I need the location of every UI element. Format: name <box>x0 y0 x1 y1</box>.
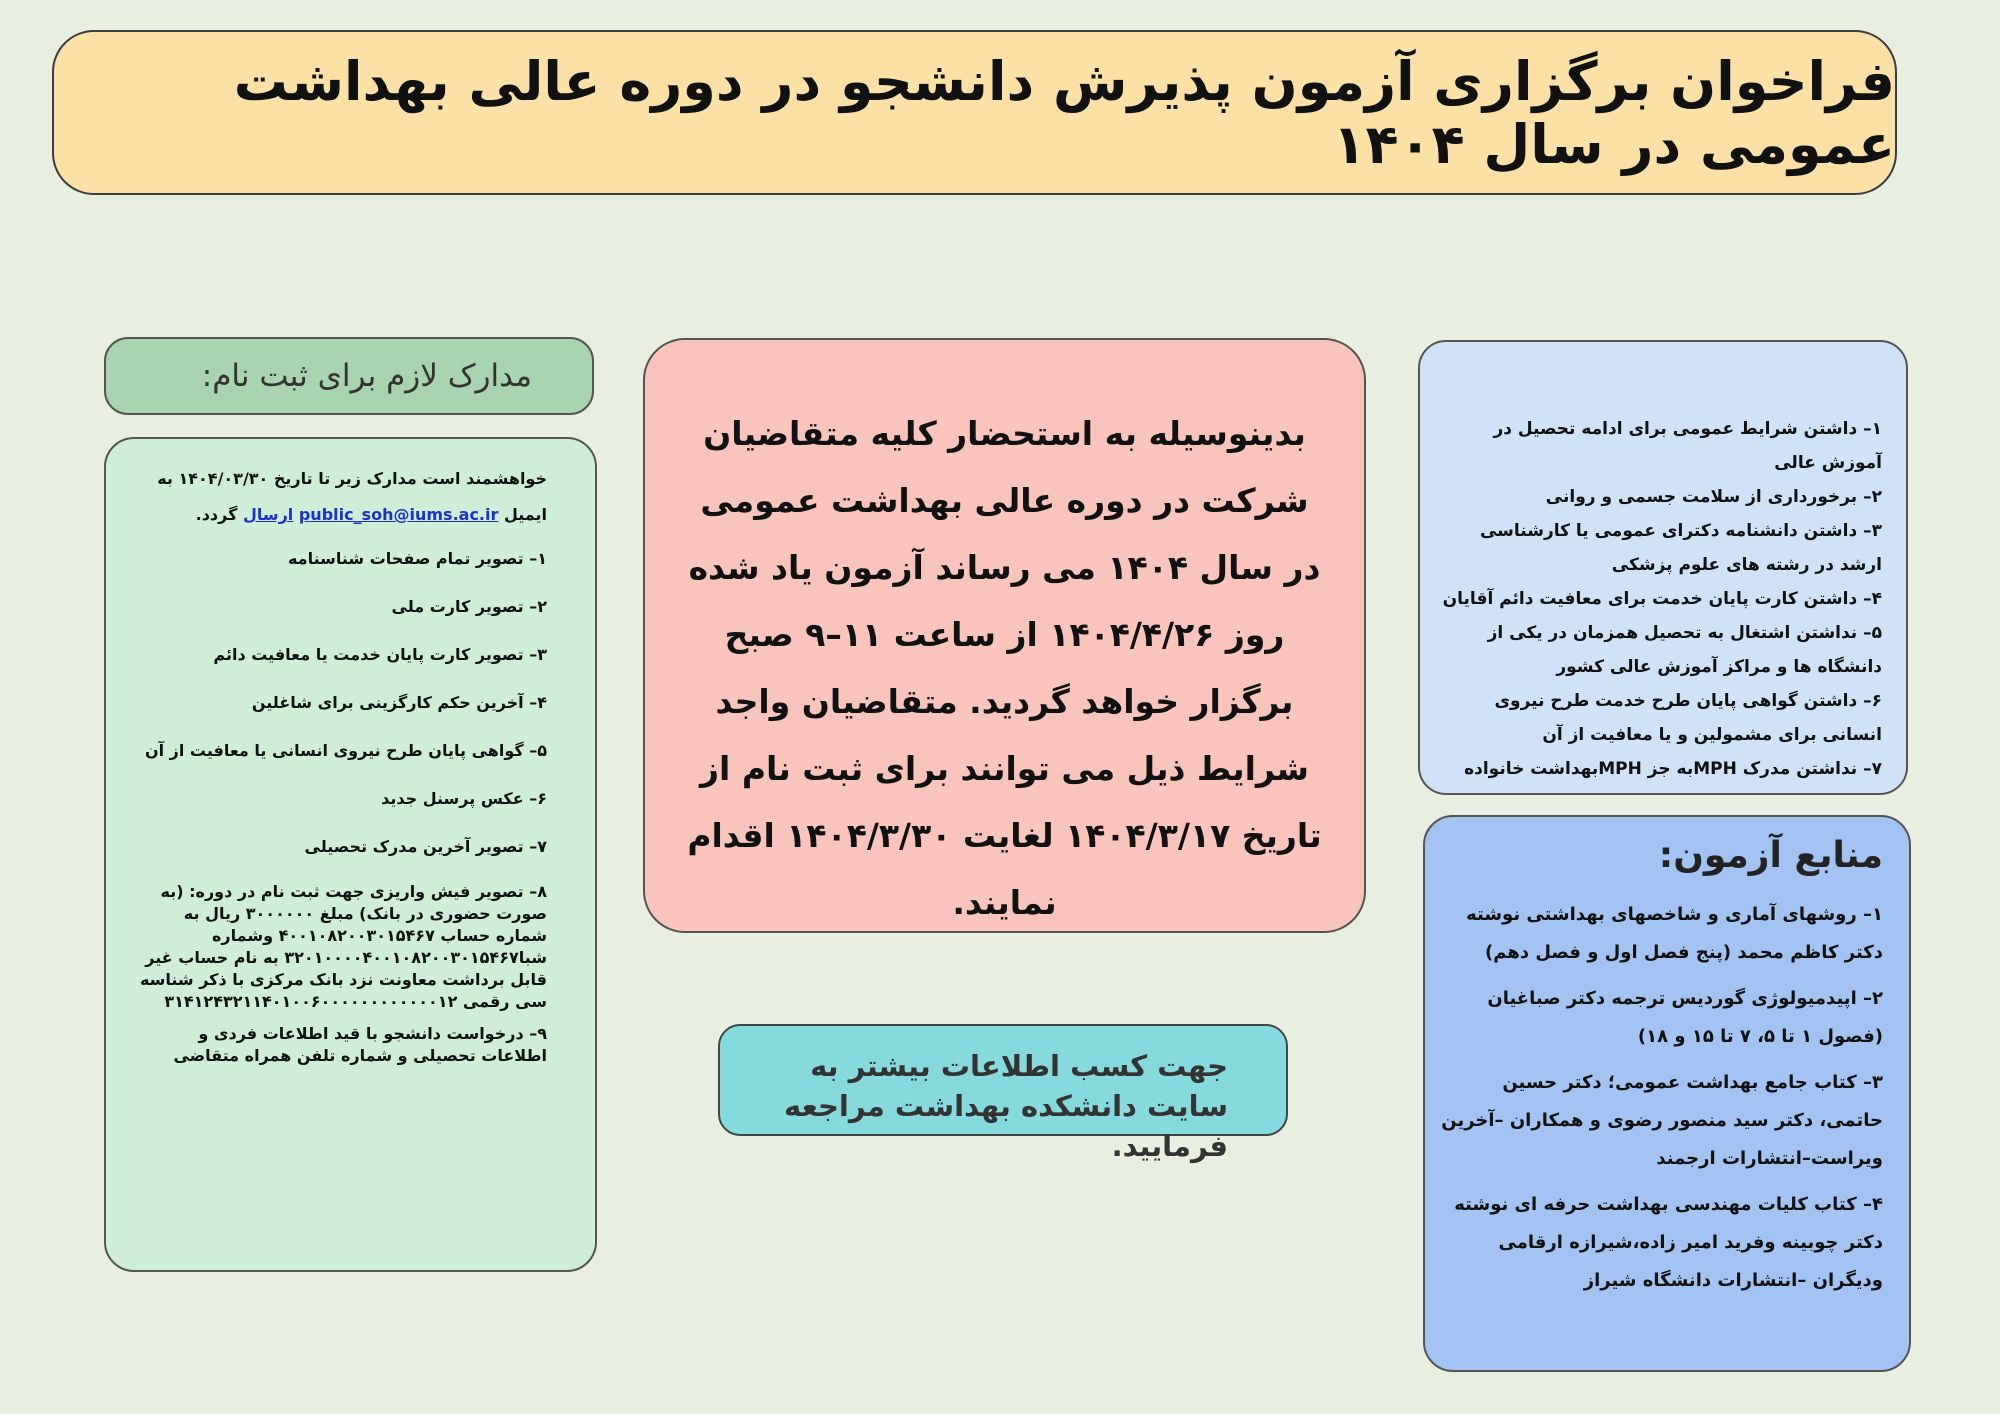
document-item: ۷– تصویر آخرین مدرک تحصیلی <box>304 837 547 856</box>
source-item: ۴– کتاب کلیات مهندسی بهداشت حرفه ای نوشته دکتر چوبینه وفرید امیر زاده،شیرازه ارقامی ودیگران –انتشارات دانشگاه شیراز <box>1454 1194 1883 1291</box>
announcement-panel <box>643 338 1366 933</box>
document-item: ۳– تصویر کارت پایان خدمت یا معافیت دائم <box>213 645 547 664</box>
condition-item: ۲– برخورداری از سلامت جسمی و روانی <box>1545 487 1882 507</box>
email-link[interactable]: public_soh@iums.ac.ir <box>298 505 499 524</box>
documents-intro-tail: گردد. <box>195 505 243 524</box>
more-info-text: جهت کسب اطلاعات بیشتر به سایت دانشکده بهداشت مراجعه فرمایید. <box>784 1049 1228 1163</box>
more-info-panel <box>718 1024 1288 1163</box>
sources-heading: منابع آزمون: <box>1658 835 1883 876</box>
announcement-text: بدینوسیله به استحضار کلیه متقاضیان شرکت در دوره عالی بهداشت عمومی در سال ۱۴۰۴ می رساند آزمون یاد شده روز ۱۴۰۴/۴/۲۶ از ساعت ۱۱–۹ صبح برگزار خواهد گردید. متقاضیان واجد شرایط ذیل می توانند برای ثبت نام از تاریخ ۱۴۰۴/۳/۱۷ لغایت ۱۴۰۴/۳/۳۰ اقدام نمایند. <box>687 414 1322 922</box>
sources-panel <box>1423 815 1911 1372</box>
document-item: ۴– آخرین حکم کارگزینی برای شاغلین <box>251 693 547 712</box>
source-item: ۱– روشهای آماری و شاخصهای بهداشتی نوشته دکتر کاظم محمد (پنج فصل اول و فصل دهم) <box>1466 904 1883 963</box>
document-item: ۸– تصویر فیش واریزی جهت ثبت نام در دوره: (به صورت حضوری در بانک) مبلغ ۳۰۰۰۰۰۰ ریال به شماره حساب ۴۰۰۱۰۸۲۰۰۳۰۱۵۴۶۷ وشماره شبا۳۲۰۱۰۰۰۰۴۰۰۱۰۸۲۰۰۳۰۱۵۴۶۷ به نام حساب غیر قابل برداشت معاونت نزد بانک مرکزی با ذکر شناسه سی رقمی ۳۱۴۱۲۴۳۲۱۱۴۰۱۰۰۶۰۰۰۰۰۰۰۰۰۰۰۰۱۲ <box>139 882 547 1011</box>
send-link[interactable]: ارسال <box>242 505 294 524</box>
document-item: ۹– درخواست دانشجو با قید اطلاعات فردی و اطلاعات تحصیلی و شماره تلفن همراه متقاضی <box>173 1024 547 1065</box>
condition-item: ۴– داشتن کارت پایان خدمت برای معافیت دائم آقایان <box>1442 589 1882 609</box>
documents-header <box>104 337 594 415</box>
documents-intro-text: خواهشمند است مدارک زیر تا تاریخ ۱۴۰۴/۰۳/۳۰ به ایمیل <box>157 469 547 524</box>
condition-item: ۶– داشتن گواهی پایان طرح خدمت طرح نیروی انسانی برای مشمولین و یا معافیت از آن <box>1494 691 1882 745</box>
document-item: ۵– گواهی پایان طرح نیروی انسانی یا معافیت از آن <box>144 741 547 760</box>
documents-list <box>130 545 547 1067</box>
document-item: ۲– تصویر کارت ملی <box>391 597 547 616</box>
documents-panel <box>104 437 597 1272</box>
condition-item: ۷– نداشتن مدرک MPHبه جز MPHبهداشت خانواده <box>1464 759 1882 779</box>
conditions-list <box>1432 412 1882 786</box>
sources-list <box>1441 896 1883 1300</box>
document-item: ۶– عکس پرسنل جدید <box>381 789 547 808</box>
condition-item: ۳– داشتن دانشنامه دکترای عمومی یا کارشناسی ارشد در رشته های علوم پزشکی <box>1479 521 1882 575</box>
documents-heading: مدارک لازم برای ثبت نام: <box>201 358 532 394</box>
source-item: ۲– اپیدمیولوژی گوردیس ترجمه دکتر صباغیان (فصول ۱ تا ۵، ۷ تا ۱۵ و ۱۸) <box>1487 988 1883 1047</box>
source-item: ۳– کتاب جامع بهداشت عمومی؛ دکتر حسین حاتمی، دکتر سید منصور رضوی و همکاران –آخرین ویراست–انتشارات ارجمند <box>1441 1072 1883 1169</box>
page-title: فراخوان برگزاری آزمون پذیرش دانشجو در دوره عالی بهداشت عمومی در سال ۱۴۰۴ <box>233 49 1895 176</box>
title-banner <box>52 30 1897 195</box>
condition-item: ۵– نداشتن اشتغال به تحصیل همزمان در یکی از دانشگاه ها و مراکز آموزش عالی کشور <box>1487 623 1882 677</box>
document-item: ۱– تصویر تمام صفحات شناسنامه <box>287 549 547 568</box>
conditions-panel <box>1418 340 1908 795</box>
documents-intro <box>130 461 547 533</box>
condition-item: ۱– داشتن شرایط عمومی برای ادامه تحصیل در آموزش عالی <box>1493 419 1882 473</box>
